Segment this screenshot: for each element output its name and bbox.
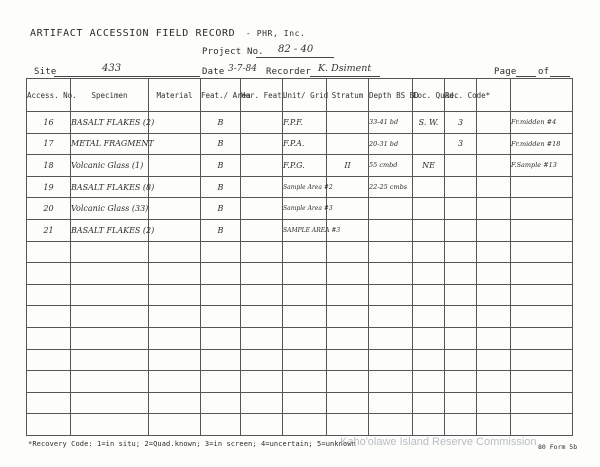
empty-cell: [283, 327, 327, 349]
empty-cell: [149, 414, 201, 436]
site-value: 433: [102, 63, 122, 74]
stratum-cell: [327, 133, 369, 155]
loc-quad-cell: NE: [413, 155, 445, 177]
empty-cell: [369, 392, 413, 414]
empty-cell: [477, 414, 511, 436]
empty-cell: [413, 371, 445, 393]
empty-cell: [283, 349, 327, 371]
table-row: [27, 219, 573, 241]
extra-cell: [477, 176, 511, 198]
empty-cell: [283, 263, 327, 285]
extra-cell: [477, 133, 511, 155]
unit-grid-cell: SAMPLE AREA #3: [283, 219, 327, 241]
empty-cell: [445, 263, 477, 285]
hor-feat-cell: [241, 155, 283, 177]
empty-cell: [327, 392, 369, 414]
column-header: Feat./ Area: [201, 79, 241, 112]
site-underline: [54, 76, 200, 77]
empty-cell: [27, 371, 71, 393]
empty-cell: [369, 284, 413, 306]
empty-cell: [413, 241, 445, 263]
empty-cell: [445, 306, 477, 328]
empty-cell: [445, 327, 477, 349]
empty-row: [27, 284, 573, 306]
access-no-cell: 18: [27, 155, 71, 177]
empty-cell: [511, 349, 573, 371]
material-cell: [149, 219, 201, 241]
empty-cell: [283, 371, 327, 393]
empty-cell: [413, 284, 445, 306]
project-label: Project No.: [202, 47, 264, 57]
empty-row: [27, 306, 573, 328]
empty-cell: [201, 414, 241, 436]
empty-cell: [241, 392, 283, 414]
empty-cell: [149, 263, 201, 285]
of-label: of: [538, 67, 550, 77]
unit-grid-cell: F.P.G.: [283, 155, 327, 177]
empty-cell: [477, 371, 511, 393]
empty-row: [27, 414, 573, 436]
company-name: - PHR, Inc.: [245, 29, 306, 38]
empty-cell: [149, 392, 201, 414]
empty-cell: [511, 371, 573, 393]
depth-cell: 22-25 cmbs: [369, 176, 413, 198]
column-header: Loc. Quad.: [413, 79, 445, 112]
empty-cell: [477, 392, 511, 414]
empty-cell: [477, 241, 511, 263]
empty-cell: [27, 327, 71, 349]
empty-cell: [201, 349, 241, 371]
empty-cell: [327, 371, 369, 393]
empty-cell: [283, 284, 327, 306]
stratum-cell: [327, 112, 369, 134]
material-cell: [149, 155, 201, 177]
empty-cell: [71, 263, 149, 285]
empty-cell: [445, 241, 477, 263]
note-cell: [511, 219, 573, 241]
empty-cell: [445, 284, 477, 306]
extra-cell: [477, 155, 511, 177]
empty-cell: [71, 371, 149, 393]
empty-cell: [369, 306, 413, 328]
unit-grid-cell: Sample Area #3: [283, 198, 327, 220]
empty-cell: [241, 241, 283, 263]
hor-feat-cell: [241, 219, 283, 241]
empty-cell: [71, 284, 149, 306]
empty-cell: [71, 349, 149, 371]
empty-cell: [511, 284, 573, 306]
empty-cell: [283, 392, 327, 414]
empty-cell: [149, 327, 201, 349]
note-cell: Fr.midden #4: [511, 112, 573, 134]
empty-cell: [241, 371, 283, 393]
empty-cell: [511, 241, 573, 263]
unit-grid-cell: F.P.F.: [283, 112, 327, 134]
empty-cell: [149, 284, 201, 306]
empty-row: [27, 263, 573, 285]
extra-cell: [477, 219, 511, 241]
extra-cell: [477, 112, 511, 134]
feat-area-cell: B: [201, 155, 241, 177]
specimen-cell: BASALT FLAKES (2): [71, 219, 149, 241]
unit-grid-cell: F.P.A.: [283, 133, 327, 155]
empty-cell: [283, 306, 327, 328]
empty-cell: [283, 241, 327, 263]
empty-row: [27, 241, 573, 263]
empty-cell: [477, 263, 511, 285]
empty-cell: [71, 327, 149, 349]
empty-cell: [511, 263, 573, 285]
empty-cell: [445, 371, 477, 393]
site-label: Site: [34, 67, 57, 77]
empty-cell: [241, 327, 283, 349]
empty-cell: [149, 371, 201, 393]
empty-cell: [283, 414, 327, 436]
material-cell: [149, 198, 201, 220]
material-cell: [149, 112, 201, 134]
loc-quad-cell: [413, 176, 445, 198]
loc-quad-cell: S. W.: [413, 112, 445, 134]
feat-area-cell: B: [201, 219, 241, 241]
empty-cell: [27, 284, 71, 306]
empty-cell: [27, 241, 71, 263]
accession-table: [26, 78, 573, 436]
column-header: Material: [149, 79, 201, 112]
column-header: Depth BS BD: [369, 79, 413, 112]
empty-cell: [477, 306, 511, 328]
empty-cell: [369, 414, 413, 436]
material-cell: [149, 133, 201, 155]
of-underline: [550, 76, 570, 77]
empty-cell: [369, 371, 413, 393]
column-header: Specimen: [71, 79, 149, 112]
empty-cell: [369, 263, 413, 285]
column-header: Unit/ Grid: [283, 79, 327, 112]
table-row: [27, 112, 573, 134]
empty-cell: [241, 306, 283, 328]
rec-code-cell: 3: [445, 112, 477, 134]
empty-cell: [149, 241, 201, 263]
empty-cell: [327, 414, 369, 436]
feat-area-cell: B: [201, 133, 241, 155]
empty-cell: [327, 327, 369, 349]
access-no-cell: 16: [27, 112, 71, 134]
extra-cell: [477, 198, 511, 220]
column-header: Hor. Feat.: [241, 79, 283, 112]
stratum-cell: II: [327, 155, 369, 177]
unit-grid-cell: Sample Area #2: [283, 176, 327, 198]
empty-cell: [445, 349, 477, 371]
project-underline: [256, 57, 334, 58]
empty-cell: [201, 371, 241, 393]
specimen-cell: BASALT FLAKES (2): [71, 112, 149, 134]
feat-area-cell: B: [201, 198, 241, 220]
empty-cell: [241, 263, 283, 285]
date-value: 3-7-84: [228, 64, 257, 74]
recorder-underline: [310, 76, 380, 77]
specimen-cell: Volcanic Glass (33): [71, 198, 149, 220]
recorder-label: Recorder: [266, 67, 311, 77]
rec-code-cell: 3: [445, 133, 477, 155]
empty-cell: [149, 306, 201, 328]
access-no-cell: 20: [27, 198, 71, 220]
rec-code-cell: [445, 176, 477, 198]
empty-cell: [241, 349, 283, 371]
table-header-row: [27, 79, 573, 112]
empty-row: [27, 327, 573, 349]
empty-cell: [201, 392, 241, 414]
empty-cell: [477, 327, 511, 349]
form-number: 80 Form 5b: [538, 443, 578, 451]
empty-cell: [201, 306, 241, 328]
empty-cell: [201, 241, 241, 263]
empty-cell: [477, 284, 511, 306]
empty-cell: [201, 263, 241, 285]
column-header: Rec. Code*: [445, 79, 477, 112]
table-row: [27, 176, 573, 198]
table-row: [27, 155, 573, 177]
specimen-cell: Volcanic Glass (1): [71, 155, 149, 177]
column-header: Stratum: [327, 79, 369, 112]
empty-cell: [511, 414, 573, 436]
depth-cell: [369, 219, 413, 241]
empty-cell: [327, 263, 369, 285]
recorder-value: K. Dsiment: [318, 63, 372, 74]
feat-area-cell: B: [201, 112, 241, 134]
column-header: [511, 79, 573, 112]
empty-cell: [511, 392, 573, 414]
empty-cell: [327, 284, 369, 306]
empty-cell: [27, 392, 71, 414]
depth-cell: [369, 198, 413, 220]
empty-cell: [413, 392, 445, 414]
hor-feat-cell: [241, 133, 283, 155]
loc-quad-cell: [413, 219, 445, 241]
date-label: Date: [202, 67, 225, 77]
empty-cell: [71, 241, 149, 263]
note-cell: F.Sample #13: [511, 155, 573, 177]
form-title: [30, 28, 305, 39]
depth-cell: 33-41 bd: [369, 112, 413, 134]
empty-cell: [445, 414, 477, 436]
empty-row: [27, 392, 573, 414]
recovery-code-note: *Recovery Code: 1=in situ; 2=Quad.known; 3=in screen; 4=uncertain; 5=unknown: [28, 440, 356, 448]
column-header: Access. No.: [27, 79, 71, 112]
rec-code-cell: [445, 155, 477, 177]
hor-feat-cell: [241, 176, 283, 198]
empty-row: [27, 349, 573, 371]
empty-cell: [511, 327, 573, 349]
hor-feat-cell: [241, 112, 283, 134]
rec-code-cell: [445, 219, 477, 241]
loc-quad-cell: [413, 133, 445, 155]
project-value: 82 - 40: [278, 44, 314, 55]
note-cell: [511, 198, 573, 220]
empty-cell: [369, 241, 413, 263]
empty-cell: [27, 306, 71, 328]
empty-cell: [413, 349, 445, 371]
table-body: [27, 112, 573, 436]
empty-cell: [369, 327, 413, 349]
page-label: Page: [494, 67, 517, 77]
material-cell: [149, 176, 201, 198]
empty-cell: [241, 414, 283, 436]
access-no-cell: 21: [27, 219, 71, 241]
empty-cell: [511, 306, 573, 328]
specimen-cell: METAL FRAGMENT: [71, 133, 149, 155]
table-row: [27, 198, 573, 220]
empty-cell: [327, 349, 369, 371]
hor-feat-cell: [241, 198, 283, 220]
access-no-cell: 17: [27, 133, 71, 155]
empty-cell: [327, 241, 369, 263]
empty-row: [27, 371, 573, 393]
empty-cell: [71, 306, 149, 328]
empty-cell: [413, 263, 445, 285]
empty-cell: [241, 284, 283, 306]
empty-cell: [201, 284, 241, 306]
empty-cell: [413, 414, 445, 436]
form-title-text: ARTIFACT ACCESSION FIELD RECORD: [30, 28, 236, 39]
empty-cell: [477, 349, 511, 371]
note-cell: Fr.midden #18: [511, 133, 573, 155]
specimen-cell: BASALT FLAKES (8): [71, 176, 149, 198]
empty-cell: [149, 349, 201, 371]
empty-cell: [369, 349, 413, 371]
loc-quad-cell: [413, 198, 445, 220]
table-row: [27, 133, 573, 155]
access-no-cell: 19: [27, 176, 71, 198]
note-cell: [511, 176, 573, 198]
depth-cell: 55 cmbd: [369, 155, 413, 177]
empty-cell: [27, 349, 71, 371]
rec-code-cell: [445, 198, 477, 220]
empty-cell: [71, 392, 149, 414]
page-underline: [516, 76, 536, 77]
depth-cell: 20-31 bd: [369, 133, 413, 155]
empty-cell: [27, 414, 71, 436]
empty-cell: [413, 306, 445, 328]
empty-cell: [327, 306, 369, 328]
watermark-text: Kaho'olawe Island Reserve Commission: [340, 436, 537, 448]
feat-area-cell: B: [201, 176, 241, 198]
empty-cell: [71, 414, 149, 436]
empty-cell: [445, 392, 477, 414]
empty-cell: [27, 263, 71, 285]
empty-cell: [201, 327, 241, 349]
empty-cell: [413, 327, 445, 349]
